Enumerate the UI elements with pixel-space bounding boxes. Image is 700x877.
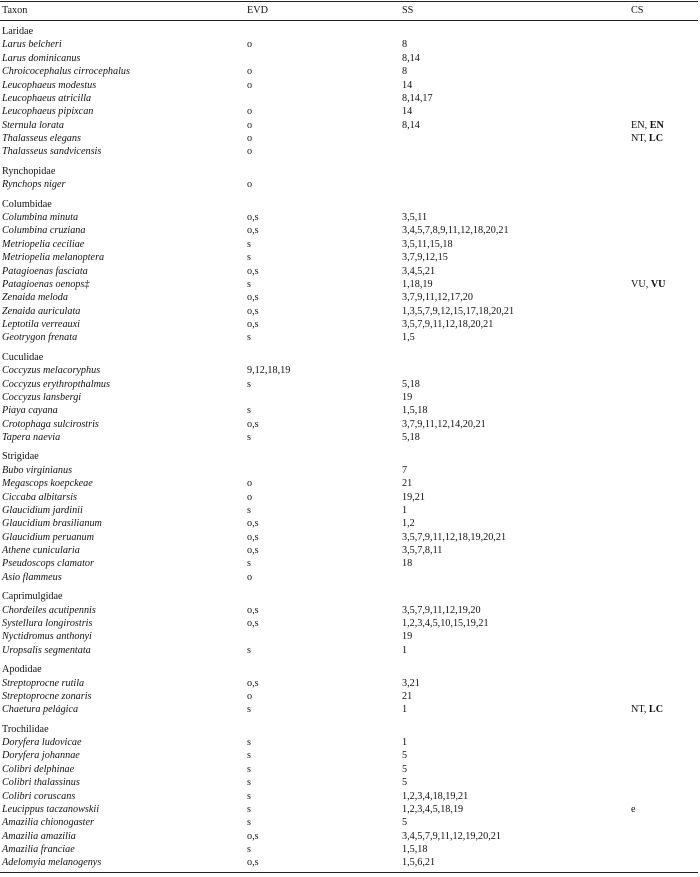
family-row bbox=[0, 663, 700, 676]
table-row bbox=[0, 544, 700, 557]
cs-status-bold: VU bbox=[650, 278, 666, 290]
ss-cell: 3,7,9,11,12,17,20 bbox=[402, 292, 473, 304]
taxon-name: Amazilia franciae bbox=[2, 844, 75, 855]
ss-cell: 8 bbox=[402, 39, 408, 51]
taxon-name: Larus belcheri bbox=[2, 39, 62, 51]
ss-cell: 1,2 bbox=[402, 518, 415, 530]
cs-status: EN, bbox=[631, 119, 648, 131]
cs-cell bbox=[631, 803, 636, 816]
taxon-name: Geotrygon frenata bbox=[2, 332, 78, 344]
evd-cell: s bbox=[247, 737, 251, 748]
taxon-name: Athene cunicularia bbox=[2, 545, 80, 557]
ss-cell: 8,14 bbox=[402, 119, 420, 131]
family-name: Strigidae bbox=[2, 451, 39, 463]
ss-cell: 5,18 bbox=[402, 432, 420, 443]
ss-cell: 19 bbox=[402, 391, 413, 403]
table-row bbox=[0, 404, 700, 417]
cs-status: NT, bbox=[631, 704, 647, 716]
evd-cell: o,s bbox=[247, 545, 259, 557]
ss-cell: 1,2,3,4,5,18,19 bbox=[402, 803, 464, 815]
taxon-name: Zenaida auriculata bbox=[2, 305, 81, 317]
evd-cell: o,s bbox=[247, 265, 259, 277]
taxon-name: Leucippus taczanowskii bbox=[2, 803, 100, 815]
taxon-name: Streptoprocne rutila bbox=[2, 677, 85, 689]
table-row bbox=[0, 517, 700, 530]
evd-cell: s bbox=[247, 844, 251, 855]
taxon-name: Adelomyia melanogenys bbox=[2, 857, 102, 869]
taxon-name: Chordeiles acutipennis bbox=[2, 604, 96, 616]
family-name: Rynchopidae bbox=[2, 165, 56, 177]
table-row bbox=[0, 464, 700, 477]
table-row bbox=[0, 65, 700, 78]
ss-cell: 1,2,3,4,5,10,15,19,21 bbox=[402, 618, 489, 629]
ss-cell: 14 bbox=[402, 106, 413, 118]
ss-cell: 5 bbox=[402, 750, 408, 762]
family-name: Apodidae bbox=[2, 664, 42, 676]
family-row bbox=[0, 590, 700, 603]
evd-cell: s bbox=[247, 405, 251, 417]
top-rule bbox=[0, 1, 698, 2]
ss-cell: 21 bbox=[402, 690, 413, 702]
table-row bbox=[0, 278, 700, 291]
evd-cell: o,s bbox=[247, 305, 259, 317]
evd-cell: s bbox=[247, 332, 251, 344]
evd-cell: o bbox=[247, 66, 253, 78]
table-row bbox=[0, 604, 700, 617]
evd-cell: o,s bbox=[247, 225, 259, 237]
taxon-name: Thalasseus elegans bbox=[2, 133, 81, 144]
table-row bbox=[0, 145, 700, 158]
family-name: Laridae bbox=[2, 26, 34, 37]
taxon-name: Rynchops niger bbox=[2, 179, 66, 191]
table-row bbox=[0, 617, 700, 630]
cs-status-bold: LC bbox=[648, 704, 664, 716]
evd-cell: 9,12,18,19 bbox=[247, 365, 291, 377]
evd-cell: s bbox=[247, 252, 251, 264]
ss-cell: 19,21 bbox=[402, 491, 425, 503]
evd-cell: s bbox=[247, 817, 251, 829]
evd-cell: s bbox=[247, 558, 251, 570]
table-row bbox=[0, 391, 700, 404]
ss-cell: 3,4,5,7,8,9,11,12,18,20,21 bbox=[402, 225, 509, 237]
table-row bbox=[0, 816, 700, 829]
table-row bbox=[0, 318, 700, 331]
table-row bbox=[0, 491, 700, 504]
taxon-name: Amazilia amazilia bbox=[2, 830, 76, 842]
bottom-rule bbox=[0, 872, 698, 873]
evd-cell: s bbox=[247, 763, 251, 775]
taxon-name: Thalasseus sandvicensis bbox=[2, 146, 102, 158]
taxon-name: Megascops koepckeae bbox=[2, 478, 93, 490]
taxon-name: Chaetura pelágica bbox=[2, 704, 79, 716]
evd-cell: s bbox=[247, 432, 251, 443]
table-row bbox=[0, 776, 700, 789]
evd-cell: o bbox=[247, 106, 253, 118]
ss-cell: 18 bbox=[402, 558, 413, 570]
family-name: Trochilidae bbox=[2, 723, 49, 735]
cs-cell bbox=[631, 119, 664, 132]
ss-cell: 3,5,7,9,11,12,18,20,21 bbox=[402, 319, 494, 330]
taxon-name: Columbina minuta bbox=[2, 211, 79, 223]
ss-cell: 3,5,7,8,11 bbox=[402, 545, 443, 557]
evd-cell: o bbox=[247, 491, 253, 503]
family-name: Cuculidae bbox=[2, 351, 44, 363]
ss-cell: 3,7,9,11,12,14,20,21 bbox=[402, 418, 486, 430]
family-row bbox=[0, 723, 700, 736]
table-row bbox=[0, 331, 700, 344]
taxon-name: Patagioenas fasciata bbox=[2, 265, 88, 277]
table-row bbox=[0, 736, 700, 749]
evd-cell: o bbox=[247, 571, 253, 583]
ss-cell: 14 bbox=[402, 79, 413, 91]
ss-cell: 1 bbox=[402, 704, 408, 716]
taxon-name: Nyctidromus anthonyi bbox=[2, 631, 92, 643]
table-row bbox=[0, 52, 700, 65]
evd-cell: o bbox=[247, 478, 253, 490]
taxon-name: Uropsalis segmentata bbox=[2, 644, 91, 656]
family-name: Columbidae bbox=[2, 198, 52, 210]
table-row bbox=[0, 504, 700, 517]
ss-cell: 7 bbox=[402, 464, 408, 476]
cs-cell bbox=[631, 132, 663, 145]
ss-cell: 1 bbox=[402, 644, 408, 656]
ss-cell: 1,5,18 bbox=[402, 405, 428, 417]
table-row bbox=[0, 703, 700, 716]
taxon-name: Leucophaeus atricilla bbox=[2, 92, 92, 104]
cs-status-bold: LC bbox=[648, 133, 664, 144]
evd-cell: s bbox=[247, 238, 251, 250]
evd-cell: s bbox=[247, 644, 251, 656]
evd-cell: s bbox=[247, 790, 251, 802]
taxon-name: Colibri coruscans bbox=[2, 790, 76, 802]
ss-cell: 1,18,19 bbox=[402, 278, 433, 290]
taxon-name: Bubo virginianus bbox=[2, 464, 73, 476]
evd-cell: s bbox=[247, 777, 251, 789]
evd-cell: o bbox=[247, 133, 253, 144]
evd-cell: s bbox=[247, 504, 251, 516]
taxon-name: Leptotila verreauxi bbox=[2, 319, 80, 330]
taxon-name: Coccyzus erythropthalmus bbox=[2, 378, 110, 390]
evd-cell: o,s bbox=[247, 677, 259, 689]
ss-cell: 5 bbox=[402, 763, 408, 775]
ss-cell: 3,5,11,15,18 bbox=[402, 238, 453, 250]
table-row bbox=[0, 856, 700, 869]
table-row bbox=[0, 843, 700, 856]
table-row bbox=[0, 418, 700, 431]
table-row bbox=[0, 690, 700, 703]
ss-cell: 1,3,5,7,9,12,15,17,18,20,21 bbox=[402, 305, 515, 317]
table-row bbox=[0, 571, 700, 584]
table-row bbox=[0, 79, 700, 92]
table-row bbox=[0, 265, 700, 278]
cs-status: e bbox=[631, 803, 636, 815]
table-row bbox=[0, 830, 700, 843]
ss-cell: 1,5,18 bbox=[402, 844, 428, 855]
header-evd: EVD bbox=[247, 5, 268, 16]
table-row bbox=[0, 92, 700, 105]
cs-status: VU, bbox=[631, 278, 649, 290]
evd-cell: o,s bbox=[247, 618, 259, 629]
evd-cell: o bbox=[247, 119, 253, 131]
ss-cell: 1,5 bbox=[402, 332, 415, 344]
taxon-name: Asio flammeus bbox=[2, 571, 62, 583]
cs-status: NT, bbox=[631, 133, 647, 144]
family-row bbox=[0, 351, 700, 364]
table-row bbox=[0, 557, 700, 570]
taxon-name: Zenaida meloda bbox=[2, 292, 68, 304]
taxon-name: Metriopelia melanoptera bbox=[2, 252, 105, 264]
taxon-name: Doryfera ludovicae bbox=[2, 737, 82, 748]
table-row bbox=[0, 763, 700, 776]
table-row bbox=[0, 224, 700, 237]
ss-cell: 5 bbox=[402, 817, 408, 829]
taxon-name: Sternula lorata bbox=[2, 119, 64, 131]
cs-status-bold: EN bbox=[649, 119, 664, 131]
ss-cell: 5,18 bbox=[402, 378, 420, 390]
evd-cell: o bbox=[247, 146, 253, 158]
table-row bbox=[0, 132, 700, 145]
header-row bbox=[0, 4, 700, 17]
ss-cell: 1 bbox=[402, 504, 408, 516]
table-row bbox=[0, 531, 700, 544]
header-ss: SS bbox=[402, 5, 414, 16]
table-row bbox=[0, 305, 700, 318]
ss-cell: 5 bbox=[402, 777, 408, 789]
table-row bbox=[0, 630, 700, 643]
ss-cell: 3,5,11 bbox=[402, 211, 428, 223]
taxon-name: Leucophaeus pipixcan bbox=[2, 106, 94, 118]
ss-cell: 3,7,9,12,15 bbox=[402, 252, 448, 264]
evd-cell: o,s bbox=[247, 830, 259, 842]
cs-cell bbox=[631, 703, 663, 716]
table-row bbox=[0, 211, 700, 224]
taxon-name: Metriopelia ceciliae bbox=[2, 238, 85, 250]
taxon-name: Coccyzus lansbergi bbox=[2, 391, 82, 403]
taxon-name: Streptoprocne zonaris bbox=[2, 690, 92, 702]
table-row bbox=[0, 477, 700, 490]
table-row bbox=[0, 644, 700, 657]
cs-cell bbox=[631, 278, 666, 291]
taxon-name: Glaucidium brasilianum bbox=[2, 518, 102, 530]
family-row bbox=[0, 450, 700, 463]
ss-cell: 3,21 bbox=[402, 677, 420, 689]
table-row bbox=[0, 431, 700, 444]
taxon-name: Columbina cruziana bbox=[2, 225, 86, 237]
taxon-name: Coccyzus melacoryphus bbox=[2, 365, 101, 377]
taxon-name: Leucophaeus modestus bbox=[2, 79, 97, 91]
evd-cell: o,s bbox=[247, 518, 259, 530]
ss-cell: 3,4,5,21 bbox=[402, 265, 436, 277]
evd-cell: o,s bbox=[247, 292, 259, 304]
taxon-name: Larus dominicanus bbox=[2, 52, 81, 64]
evd-cell: s bbox=[247, 750, 251, 762]
evd-cell: s bbox=[247, 803, 251, 815]
taxon-name: Ciccaba albitarsis bbox=[2, 491, 77, 503]
ss-cell: 8,14 bbox=[402, 52, 420, 64]
header-taxon: Taxon bbox=[2, 5, 28, 16]
taxon-name: Piaya cayana bbox=[2, 405, 58, 417]
ss-cell: 21 bbox=[402, 478, 413, 490]
table-row bbox=[0, 364, 700, 377]
ss-cell: 1,5,6,21 bbox=[402, 857, 436, 869]
taxon-name: Colibri thalassinus bbox=[2, 777, 80, 789]
table-row bbox=[0, 238, 700, 251]
ss-cell: 3,5,7,9,11,12,19,20 bbox=[402, 604, 481, 616]
evd-cell: o,s bbox=[247, 531, 259, 543]
ss-cell: 19 bbox=[402, 631, 413, 643]
table-row bbox=[0, 105, 700, 118]
taxon-name: Pseudoscops clamator bbox=[2, 558, 94, 570]
evd-cell: o,s bbox=[247, 418, 259, 430]
ss-cell: 1 bbox=[402, 737, 408, 748]
evd-cell: s bbox=[247, 278, 251, 290]
evd-cell: s bbox=[247, 378, 251, 390]
evd-cell: o,s bbox=[247, 604, 259, 616]
table-row bbox=[0, 803, 700, 816]
taxon-name: Chroicocephalus cirrocephalus bbox=[2, 66, 130, 78]
header-cs: CS bbox=[631, 5, 644, 16]
ss-cell: 1,2,3,4,18,19,21 bbox=[402, 790, 469, 802]
taxon-name: Doryfera johannae bbox=[2, 750, 80, 762]
table-row bbox=[0, 119, 700, 132]
taxon-name: Crotophaga sulcirostris bbox=[2, 418, 99, 430]
table-row bbox=[0, 749, 700, 762]
evd-cell: o bbox=[247, 39, 253, 51]
table-row bbox=[0, 291, 700, 304]
table-row bbox=[0, 178, 700, 191]
table-row bbox=[0, 790, 700, 803]
header-rule bbox=[0, 20, 698, 21]
evd-cell: o bbox=[247, 690, 253, 702]
table-row bbox=[0, 378, 700, 391]
evd-cell: o,s bbox=[247, 857, 259, 869]
ss-cell: 3,4,5,7,9,11,12,19,20,21 bbox=[402, 830, 501, 842]
family-name: Caprimulgidae bbox=[2, 591, 63, 603]
family-row bbox=[0, 165, 700, 178]
taxon-name: Glaucidium peruanum bbox=[2, 531, 94, 543]
taxon-name: Systellura longirostris bbox=[2, 618, 93, 629]
evd-cell: o bbox=[247, 79, 253, 91]
taxon-name: Tapera naevia bbox=[2, 432, 61, 443]
table-row bbox=[0, 38, 700, 51]
table-row bbox=[0, 677, 700, 690]
ss-cell: 8,14,17 bbox=[402, 92, 433, 104]
family-row bbox=[0, 198, 700, 211]
evd-cell: o,s bbox=[247, 211, 259, 223]
table-row bbox=[0, 251, 700, 264]
ss-cell: 3,5,7,9,11,12,18,19,20,21 bbox=[402, 531, 507, 543]
taxon-name: Amazilia chionogaster bbox=[2, 817, 94, 829]
ss-cell: 8 bbox=[402, 66, 408, 78]
evd-cell: o,s bbox=[247, 319, 259, 330]
taxon-name: Glaucidium jardinii bbox=[2, 504, 83, 516]
taxon-name: Patagioenas oenops‡ bbox=[2, 278, 90, 290]
taxon-name: Colibri delphinae bbox=[2, 763, 75, 775]
evd-cell: o bbox=[247, 179, 253, 191]
family-row bbox=[0, 25, 700, 38]
evd-cell: s bbox=[247, 704, 251, 716]
